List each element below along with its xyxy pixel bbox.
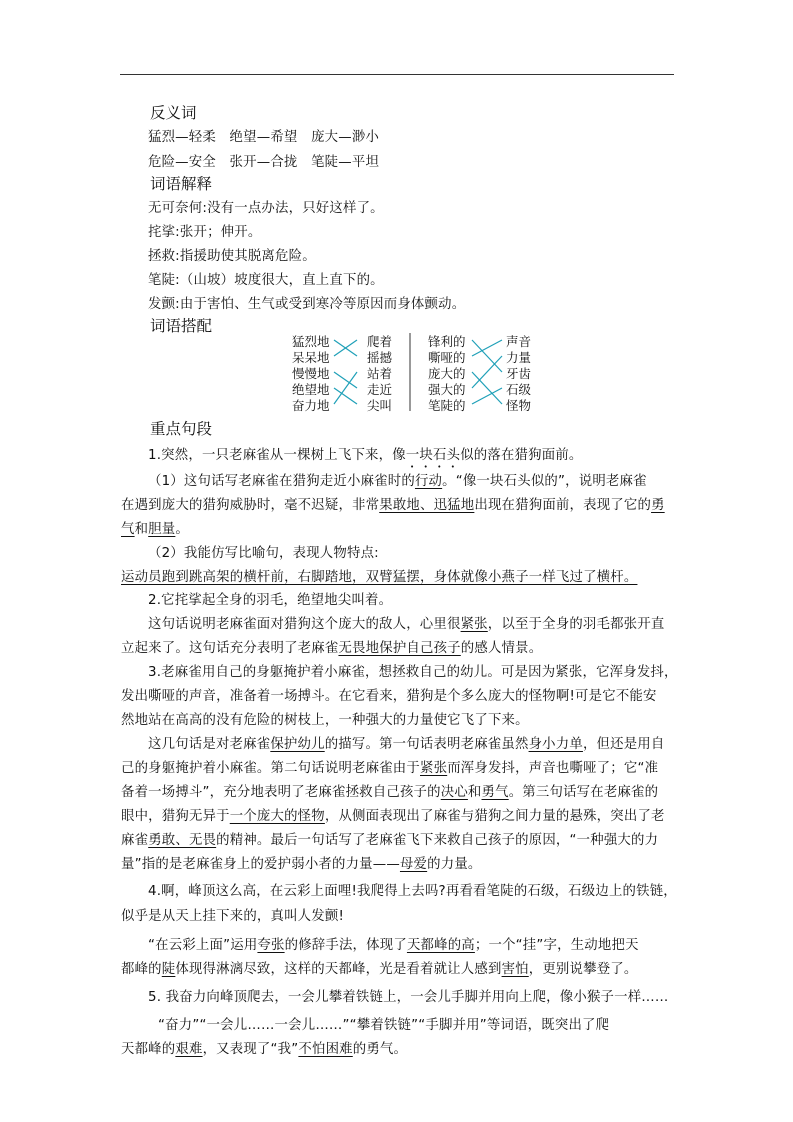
match-word: 强大的 bbox=[428, 382, 466, 397]
match-line bbox=[472, 340, 502, 372]
explain-item: 发颤:由于害怕、生气或受到寒冷等原因而身体颤动。 bbox=[148, 297, 466, 312]
match-line bbox=[334, 372, 357, 404]
match-line bbox=[334, 388, 357, 404]
antonyms-heading: 反义词 bbox=[150, 104, 197, 122]
imitation-prompt: （2）我能仿写比喻句，表现人物特点: bbox=[148, 546, 379, 561]
analysis-1: 气和胆量。 bbox=[121, 522, 189, 537]
analysis-3: 备着一场搏斗”，充分地表明了老麻雀拯救自己孩子的决心和勇气。第三句话写在老麻雀的 bbox=[121, 785, 659, 800]
analysis-5: “奋力”“一会儿……一会儿……”“攀着铁链”“手脚并用”等词语，既突出了爬 bbox=[158, 1018, 610, 1033]
match-line bbox=[472, 372, 502, 404]
analysis-2: 这句话说明老麻雀面对猎狗这个庞大的敌人，心里很紧张，以至于全身的羽毛都张开直 bbox=[148, 617, 665, 632]
match-word: 猛烈地 bbox=[292, 334, 330, 349]
explain-item: 笔陡:（山坡）坡度很大，直上直下的。 bbox=[148, 273, 384, 288]
analysis-5: 天都峰的艰难，又表现了“我”不怕困难的勇气。 bbox=[121, 1042, 408, 1057]
sentence-2: 2.它挓挲起全身的羽毛，绝望地尖叫着。 bbox=[148, 593, 393, 608]
sentence-4: 似乎是从天上挂下来的，真叫人发颤! bbox=[121, 909, 345, 924]
match-word: 声音 bbox=[506, 334, 532, 349]
sentence-1: 1.突然，一只老麻雀从一棵树上飞下来，像一块石头似的落在猎狗面前。 bbox=[148, 448, 583, 463]
match-word: 站着 bbox=[367, 366, 393, 381]
match-word: 庞大的 bbox=[428, 366, 466, 381]
match-word: 呆呆地 bbox=[292, 350, 330, 365]
analysis-1: 在遇到庞大的猎狗威胁时，毫不迟疑，非常果敢地、迅猛地出现在猎狗面前，表现了它的勇 bbox=[121, 498, 665, 513]
key-sentences-heading: 重点句段 bbox=[150, 420, 213, 438]
word-matching-exercise bbox=[290, 331, 540, 413]
analysis-3: 量”指的是老麻雀身上的爱护弱小者的力量——母爱的力量。 bbox=[121, 857, 482, 872]
match-line bbox=[472, 388, 502, 404]
analysis-1: （1）这句话写老麻雀在猎狗走近小麻雀时的行动。“像一块石头似的”，说明老麻雀 bbox=[148, 474, 647, 489]
analysis-4: “在云彩上面”运用夸张的修辞手法，体现了天都峰的高；一个“挂”字，生动地把天 bbox=[148, 938, 639, 953]
sentence-5: 5. 我奋力向峰顶爬去，一会儿攀着铁链上，一会儿手脚并用向上爬，像小猴子一样…… bbox=[148, 990, 669, 1005]
match-word: 锋利的 bbox=[428, 334, 466, 349]
match-word: 力量 bbox=[506, 350, 532, 365]
antonyms-row: 猛烈—轻柔 绝望—希望 庞大—渺小 bbox=[148, 130, 380, 145]
sentence-4: 4.啊，峰顶这么高，在云彩上面哩!我爬得上去吗?再看看笔陡的石级，石级边上的铁链， bbox=[148, 884, 677, 899]
match-word: 奋力地 bbox=[292, 398, 330, 413]
match-word: 笔陡的 bbox=[428, 398, 466, 413]
match-line bbox=[334, 372, 357, 388]
explain-item: 无可奈何:没有一点办法，只好这样了。 bbox=[148, 201, 384, 216]
analysis-4: 都峰的陡体现得淋漓尽致，这样的天都峰，光是看着就让人感到害怕，更别说攀登了。 bbox=[121, 962, 638, 977]
match-word: 尖叫 bbox=[367, 398, 393, 413]
matching-heading: 词语搭配 bbox=[150, 317, 213, 335]
match-line bbox=[472, 340, 502, 356]
match-word: 怪物 bbox=[506, 398, 532, 413]
sentence-3: 然地站在高高的没有危险的树枝上，一种强大的力量使它飞了下来。 bbox=[121, 713, 529, 728]
explain-item: 拯救:指援助使其脱离危险。 bbox=[148, 249, 316, 264]
analysis-3: 眼中，猎狗无异于一个庞大的怪物，从侧面表现出了麻雀与猎狗之间力量的悬殊，突出了老 bbox=[121, 809, 665, 824]
match-word: 走近 bbox=[367, 382, 393, 397]
match-word: 嘶哑的 bbox=[428, 350, 466, 365]
match-word: 慢慢地 bbox=[292, 366, 330, 381]
match-word: 牙齿 bbox=[506, 366, 532, 381]
sentence-3: 3.老麻雀用自己的身躯掩护着小麻雀，想拯救自己的幼儿。可是因为紧张，它浑身发抖， bbox=[148, 665, 678, 680]
match-word: 爬着 bbox=[367, 334, 393, 349]
explain-heading: 词语解释 bbox=[150, 175, 213, 193]
antonyms-row: 危险—安全 张开—合拢 笔陡—平坦 bbox=[148, 155, 380, 170]
header-rule bbox=[120, 74, 674, 75]
match-word: 摇撼 bbox=[367, 350, 393, 365]
match-word: 绝望地 bbox=[292, 382, 330, 397]
match-line bbox=[472, 356, 502, 388]
explain-item: 挓挲:张开；伸开。 bbox=[148, 225, 262, 240]
analysis-2: 立起来了。这句话充分表明了老麻雀无畏地保护自己孩子的感人情景。 bbox=[121, 641, 543, 656]
match-word: 石级 bbox=[506, 382, 532, 397]
analysis-3: 这几句话是对老麻雀保护幼儿的描写。第一句话表明老麻雀虽然身小力单，但还是用自 bbox=[148, 737, 665, 752]
sentence-3: 发出嘶哑的声音，准备着一场搏斗。在它看来，猎狗是个多么庞大的怪物啊!可是它不能安 bbox=[121, 689, 657, 704]
analysis-3: 己的身躯掩护着小麻雀。第二句话说明老麻雀由于紧张而浑身发抖，声音也嘶哑了；它“准 bbox=[121, 761, 659, 776]
analysis-3: 麻雀勇敢、无畏的精神。最后一句话写了老麻雀飞下来救自己孩子的原因，“一种强大的力 bbox=[121, 833, 659, 848]
imitation-answer: 运动员跑到跳高架的横杆前，右脚踏地，双臂猛摆，身体就像小燕子一样飞过了横杆。 bbox=[121, 570, 638, 585]
